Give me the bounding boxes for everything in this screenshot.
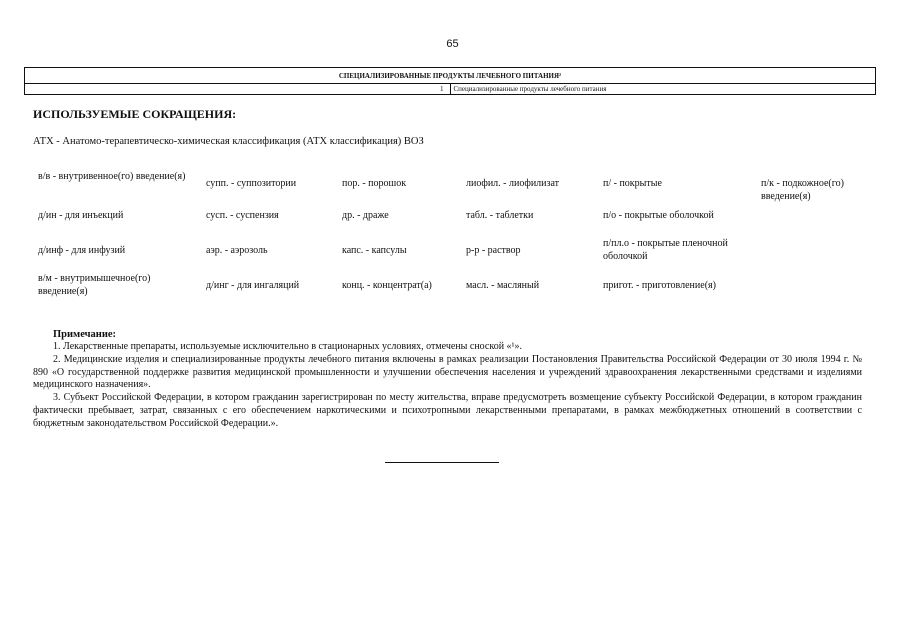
notes-section — [33, 328, 862, 431]
abbr-sc: п/к - подкожное(го) введение(я) — [761, 178, 844, 202]
atc-definition: АТХ - Анатомо-терапевтическо-химическая классификация (АТХ классификация) ВОЗ — [33, 136, 424, 147]
abbr-po: п/о - покрытые оболочкой — [603, 210, 714, 221]
note-item: 1. Лекарственные препараты, используемые исключительно в стационарных условиях, отмечены сноской «¹». — [53, 341, 523, 352]
page-number: 65 — [446, 38, 459, 50]
abbr-dlya-inj: д/ин - для инъекций — [38, 210, 124, 221]
note-item: 3. Субъект Российской Федерации, в котором гражданин зарегистрирован по месту жительства, вправе предусмотреть возмещение субъекту Российской Федерации, в котором гражданин фактически пребывает, затрат, связанных с его обеспечением наркотическими и психотропными лекарственными препаратами, в рамках межбюджетных отношений в соответствии с бюджетным законодательством Российской Федерации.». — [33, 392, 862, 429]
abbr-rr: р-р - раствор — [466, 245, 521, 256]
note-item: 2. Медицинские изделия и специализированные продукты лечебного питания включены в рамках реализации Постановления Правительства Российской Федерации от 30 июля 1994 г. № 890 «О государственной поддержке развития медицинской промышленности и улучшении обеспечения населения и учреждений здравоохранения лекарственными средствами и изделиями медицинского назначения». — [33, 353, 862, 391]
abbreviations-grid — [0, 0, 905, 300]
abbr-masl: масл. - масляный — [466, 280, 540, 291]
table-row-number: 1 — [25, 84, 451, 95]
abbr-supp: супп. - суппозитории — [206, 178, 297, 189]
abbr-prigot: пригот. - приготовление(я) — [603, 280, 716, 291]
abbr-dr: др. - драже — [342, 210, 389, 221]
abbr-pokr: п/ - покрытые — [603, 178, 662, 189]
abbr-dlya-ing: д/инг - для ингаляций — [206, 280, 300, 291]
abbr-iv: в/в - внутривенное(го) введение(я) — [38, 171, 186, 182]
abbr-por: пор. - порошок — [342, 178, 407, 189]
abbr-liofil: лиофил. - лиофилизат — [466, 178, 560, 189]
abbr-konc: конц. - концентрат(а) — [342, 280, 432, 291]
footnote-divider — [385, 462, 499, 463]
table-section-header: СПЕЦИАЛИЗИРОВАННЫЕ ПРОДУКТЫ ЛЕЧЕБНОГО ПИТАНИЯ² — [25, 68, 876, 84]
abbr-susp: сусп. - суспензия — [206, 210, 279, 221]
abbr-im: в/м - внутримышечное(го) введение(я) — [38, 273, 151, 297]
abbr-ppl: п/пл.о - покрытые пленочной оболочкой — [603, 238, 728, 262]
notes-title: Примечание: — [53, 329, 117, 340]
abbreviations-title: ИСПОЛЬЗУЕМЫЕ СОКРАЩЕНИЯ: — [33, 107, 237, 121]
abbr-aer: аэр. - аэрозоль — [206, 245, 268, 256]
table-row-text: Специализированные продукты лечебного питания — [450, 84, 876, 95]
abbr-kaps: капс. - капсулы — [342, 245, 407, 256]
abbr-tabl: табл. - таблетки — [466, 210, 534, 221]
abbr-dlya-inf: д/инф - для инфузий — [38, 245, 126, 256]
